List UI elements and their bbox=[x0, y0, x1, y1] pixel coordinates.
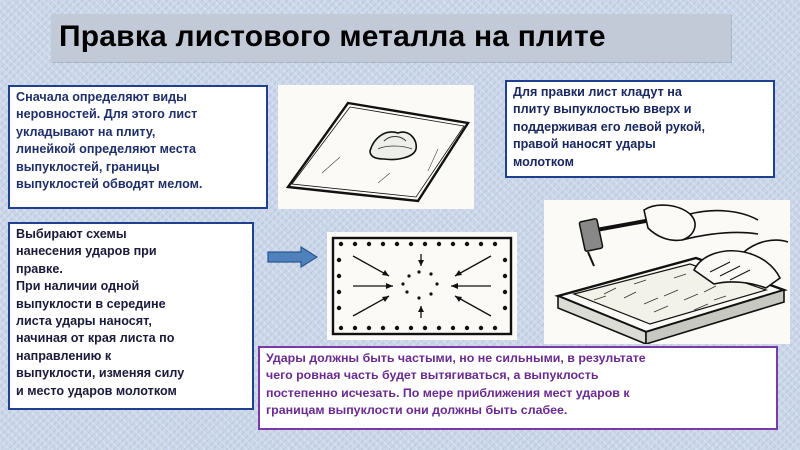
step-pattern-box bbox=[8, 222, 254, 410]
hammering-illustration bbox=[544, 200, 790, 344]
step-identify-line: выпуклостей обводят мелом. bbox=[16, 177, 203, 192]
step-pattern-line: начиная от края листа по bbox=[16, 331, 175, 346]
step-hammer-line: правой наносят удары bbox=[513, 137, 656, 152]
result-note-line: постепенно исчезать. По мере приближения мест ударов к bbox=[266, 385, 630, 400]
step-identify-line: выпуклостей, границы bbox=[16, 159, 160, 174]
step-identify-line: укладывают на плиту, bbox=[16, 124, 156, 139]
step-identify-line: неровностей. Для этого лист bbox=[16, 107, 198, 122]
step-hammer-line: поддерживая его левой рукой, bbox=[513, 119, 705, 134]
step-pattern-line: направлению к bbox=[16, 348, 112, 363]
sheet-bulge-illustration bbox=[278, 85, 474, 209]
step-pattern-line: Выбирают схемы bbox=[16, 227, 127, 241]
result-note-box bbox=[258, 346, 778, 430]
step-hammer-line: плиту выпуклостью вверх и bbox=[513, 102, 692, 117]
step-pattern-line: листа удары наносят, bbox=[16, 314, 152, 329]
slide-title: Правка листового металла на плите bbox=[59, 20, 606, 53]
arrow-right-icon bbox=[267, 246, 319, 268]
step-pattern-line: выпуклости в середине bbox=[16, 296, 166, 311]
step-identify-box bbox=[8, 85, 268, 209]
result-note-line: чего ровная часть будет вытягиваться, а выпуклость bbox=[266, 368, 599, 383]
step-pattern-line: правке. bbox=[16, 261, 63, 276]
step-pattern-line: выпуклости, изменяя силу bbox=[16, 366, 185, 381]
step-identify-line: Сначала определяют виды bbox=[16, 90, 187, 104]
step-pattern-line: нанесения ударов при bbox=[16, 244, 157, 259]
step-pattern-line: При наличии одной bbox=[16, 279, 140, 294]
step-hammer-box bbox=[505, 80, 775, 178]
step-hammer-line: Для правки лист кладут на bbox=[513, 85, 682, 99]
strike-pattern-illustration bbox=[327, 232, 517, 340]
result-note-line: границам выпуклости они должны быть слабее. bbox=[266, 403, 568, 418]
step-identify-line: линейкой определяют места bbox=[16, 142, 196, 157]
step-hammer-line: молотком bbox=[513, 154, 574, 169]
step-pattern-line: и место ударов молотком bbox=[16, 383, 177, 398]
title-bar bbox=[51, 14, 731, 62]
result-note-line: Удары должны быть частыми, но не сильными, в результате bbox=[266, 351, 646, 365]
